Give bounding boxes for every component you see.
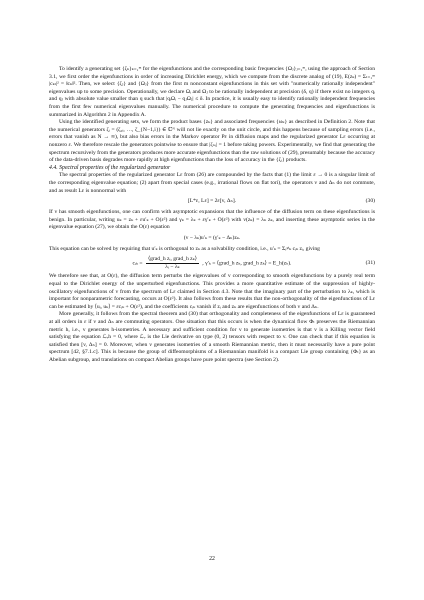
body-text bbox=[49, 66, 375, 365]
section-heading: 4.4. Spectral properties of the regularized generator bbox=[49, 164, 171, 171]
equation-31-right: , γ′ₖ = ⟨grad_h zₖ, grad_h zₖ⟩ = E_h(zₖ). bbox=[202, 260, 292, 267]
page-number: 22 bbox=[209, 556, 215, 562]
paragraph-perturbation: We therefore see that, at O(ε), the diffusion term perturbs the eigenvalues of v corresponding to smooth eigenfunctions by a purely real term equal to the Dirichlet energy of the unperturbed eigenfunctions. This provides a more quantitative estimate of the suppression of highly-oscillatory eigenfunctions of v from the spectrum of Lε claimed in Section 4.3. Note that the imaginary part of the perturbation to λₖ, which is important for nonparametric forecasting, occurs at O(ε²). It also follows from these results that the non-orthogonality of the eigenfunctions of Lε can be estimated by ⟨uᵢ, uₖ⟩ = εcᵢₖ + O(ε²), and the coefficients cᵢₖ vanish if zᵢ and zₖ are eigenfunctions of both v and Δₕ. bbox=[49, 273, 375, 310]
equation-30-number: (30) bbox=[365, 198, 375, 205]
paragraph-solvability: This equation can be solved by requiring that u′ₖ is orthogonal to zₖ as a solvability condition, i.e., u′ₖ = Σᵢ≠ₖ cᵢₖ zᵢ, giving bbox=[49, 245, 320, 252]
equation-order-eps-body: (v − λₖ)u′ₖ = (γ′ₖ − Δₕ)zₖ. bbox=[183, 235, 241, 242]
equation-31-body bbox=[69, 256, 355, 270]
paragraph-isometries: More generally, it follows from the spectral theorem and (30) that orthogonality and completeness of the eigenfunctions of Lε is guaranteed at all orders in ε if v and Δₕ are commuting operators. One situation that this occurs is when the dynamical flow Φₜ preserves the Riemannian metric h, i.e., v generates h-isometries. A necessary and sufficient condition for v to generate isometries is that v is a Killing vector field satisfying the equation ℒᵥh = 0, where ℒᵥ is the Lie derivative on type (0, 2) tensors with respect to v. One can check that if this equation is satisfied then [v, Δₕ] = 0. Moreover, when v generates isometries of a smooth Riemannian metric, then it must necessarily have a pure point spectrum [42, §7.1.c]. This is because the group of diffeomorphisms of a Riemannian manifold is a compact Lie group containing {Φₜ} as an Abelian subgroup, and translations on compact Abelian groups have pure point spectra (see Section 2). bbox=[49, 311, 375, 363]
equation-31-numerator: ⟨grad_h zᵢ, grad_h zₖ⟩ bbox=[147, 256, 197, 263]
paragraph-spectral-properties: The spectral properties of the regularized generator Lε from (26) are compounded by the facts that (1) the limit ε → 0 is a singular limit of the corresponding eigenvalue equation; (2) apart from special cases (e.g., irrational flows on flat tori), the operators v and Δₕ do not commute, and as result Lε is nonnormal with bbox=[49, 172, 375, 194]
equation-31 bbox=[49, 253, 375, 273]
equation-31-denominator: λᵢ − λₖ bbox=[165, 263, 180, 270]
paragraph-asymptotic: If v has smooth eigenfunctions, one can confirm with asymptotic expansions that the influence of the diffusion term on these eigenfunctions is benign. In particular, writing uₖ = zₖ + εu′ₖ + O(ε²) and γₖ = λₖ + εγ′ₖ + O(ε²) with v(zₖ) = λₖ zₖ, and inserting these asymptotic series in the eigenvalue equation (27), we obtain the O(ε) equation bbox=[49, 209, 375, 231]
paragraph-product-bases: Using the identified generating sets, we form the product bases {zₖ} and associated frequencies {ωₖ} as described in Definition 2. Note that the numerical generators ζᵢ = (ζ₀ᵢ, …, ζ_{N−1,i}) ∈ ℂᴺ will not lie exactly on the unit circle, and this happens because of sampling errors (i.e., errors that vanish as N → ∞), but also bias errors in the Markov operator Pε in diffusion maps and the regularized generator Lε occurring at nonzero ε. We therefore rescale the generators pointwise to ensure that |ζₙᵢ| = 1 before taking powers. Experimentally, we find that generating the spectrum recursively from the generators produces more accurate eigenfunctions than the raw solutions of (29), presumably because the accuracy of the data-driven basis degrades more rapidly at high eigenfunctions than the loss of accuracy in the {ζᵢ} products. bbox=[49, 119, 375, 164]
paragraph-generating-set: To identify a generating set {ζₖ}ₖ₌₁ᵐ for the eigenfunctions and the corresponding basic frequencies {Ωⱼ}ⱼ₌₁ᵐ, using the approach of Section 3.1, we first order the eigenfunctions in order of increasing Dirichlet energy, which we compute from the discrete analog of (19), E(zₖ) = Σₗ₌₁ᵐ |cₖₗ|² = ‖cₖ‖². Then, we select {ζⱼ} and {Ωⱼ} from the first m nonconstant eigenfunctions in this set with "numerically rationally independent" eigenvalues up to some precision. Operationally, we declare Ωᵢ and Ωⱼ to be rationally independent at precision (δ, q) if there exist no integers qᵢ and qⱼ with absolute value smaller than q such that |qᵢΩᵢ − qⱼΩⱼ| ≤ δ. In practice, it is usually easy to identify rationally independent frequencies from the first few numerical eigenvalues manually. The numerical procedure to compute the generating frequencies and eigenfunctions is summarized in Algorithm 2 in Appendix A. bbox=[49, 66, 375, 118]
equation-31-number: (31) bbox=[365, 259, 375, 266]
equation-30-body: [L*ε, Lε] = 2ε[v, Δₕ]. bbox=[187, 198, 237, 205]
equation-order-eps bbox=[49, 232, 375, 246]
equation-31-left: cᵢₖ = bbox=[132, 260, 143, 267]
equation-30 bbox=[49, 195, 375, 209]
equation-31-fraction bbox=[146, 256, 199, 270]
